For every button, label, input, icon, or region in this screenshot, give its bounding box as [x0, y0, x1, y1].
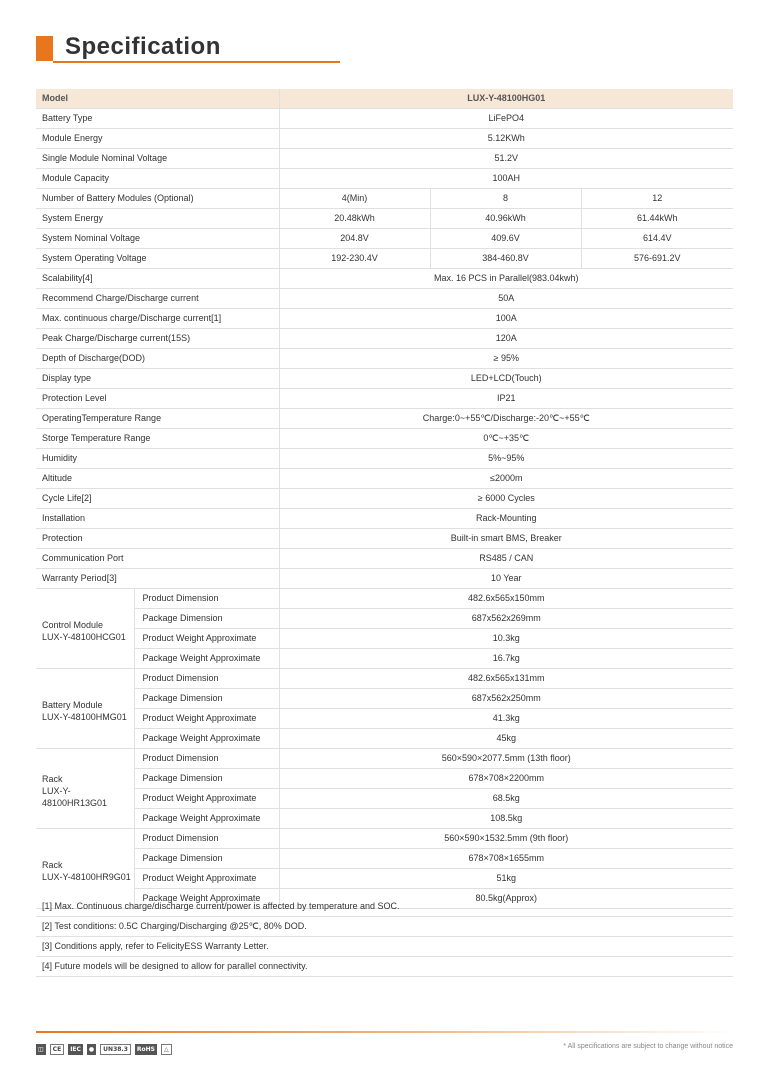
group-row — [36, 669, 733, 689]
group-row — [36, 749, 733, 769]
group-attr-value: 687x562x250mm — [279, 689, 733, 709]
spec-value: Rack-Mounting — [279, 509, 733, 529]
spec-label: Recommend Charge/Discharge current — [36, 289, 279, 309]
group-model: LUX-Y-48100HR9G01 — [42, 871, 131, 882]
spec-row — [36, 389, 733, 409]
spec-row — [36, 149, 733, 169]
group-model: LUX-Y-48100HCG01 — [42, 631, 126, 642]
group-attr-value: 678×708×1655mm — [279, 849, 733, 869]
page-title: Specification — [65, 33, 221, 60]
group-row — [36, 589, 733, 609]
spec-label: Peak Charge/Discharge current(15S) — [36, 329, 279, 349]
spec-row — [36, 369, 733, 389]
group-attr-value: 560×590×1532.5mm (9th floor) — [279, 829, 733, 849]
spec-value: 120A — [279, 329, 733, 349]
group-row — [36, 649, 733, 669]
group-row — [36, 689, 733, 709]
group-row — [36, 829, 733, 849]
spec-label: Display type — [36, 369, 279, 389]
spec-label: Module Capacity — [36, 169, 279, 189]
footnote: [2] Test conditions: 0.5C Charging/Discharging @25℃, 80% DOD. — [36, 917, 733, 937]
group-row — [36, 609, 733, 629]
spec-value: Max. 16 PCS in Parallel(983.04kwh) — [279, 269, 733, 289]
spec-value: 100AH — [279, 169, 733, 189]
un383-logo-icon: UN38.3 — [100, 1044, 131, 1055]
page-header — [36, 32, 340, 64]
group-cell — [36, 589, 134, 669]
spec-label: System Operating Voltage — [36, 249, 279, 269]
spec-label: Humidity — [36, 449, 279, 469]
spec-row — [36, 429, 733, 449]
group-attr-value: 560×590×2077.5mm (13th floor) — [279, 749, 733, 769]
spec-row-split — [36, 189, 733, 209]
spec-row — [36, 269, 733, 289]
spec-label: OperatingTemperature Range — [36, 409, 279, 429]
ce-mark-icon: CE — [50, 1044, 65, 1055]
spec-value: ≥ 6000 Cycles — [279, 489, 733, 509]
spec-row — [36, 409, 733, 429]
spec-row — [36, 569, 733, 589]
spec-value: Charge:0~+55℃/Discharge:-20℃~+55℃ — [279, 409, 733, 429]
spec-label: Cycle Life[2] — [36, 489, 279, 509]
group-attr-label: Package Dimension — [134, 769, 279, 789]
group-row — [36, 849, 733, 869]
group-attr-label: Package Dimension — [134, 609, 279, 629]
group-attr-value: 68.5kg — [279, 789, 733, 809]
model-row — [36, 89, 733, 109]
spec-value: 409.6V — [430, 229, 581, 249]
certification-logos — [36, 1041, 204, 1058]
rohs-logo-icon: RoHS — [136, 1046, 155, 1053]
group-attr-value: 482.6x565x150mm — [279, 589, 733, 609]
spec-row — [36, 349, 733, 369]
spec-label: Protection — [36, 529, 279, 549]
spec-row — [36, 109, 733, 129]
group-attr-value: 45kg — [279, 729, 733, 749]
spec-row — [36, 309, 733, 329]
spec-row — [36, 129, 733, 149]
spec-row — [36, 509, 733, 529]
spec-label: System Nominal Voltage — [36, 229, 279, 249]
spec-row — [36, 489, 733, 509]
group-cell — [36, 669, 134, 749]
footnotes — [36, 897, 733, 977]
group-attr-label: Package Dimension — [134, 689, 279, 709]
group-name: Rack — [42, 773, 63, 784]
spec-label: Communication Port — [36, 549, 279, 569]
group-attr-value: 80.5kg(Approx) — [279, 889, 733, 909]
spec-value: 0℃~+35℃ — [279, 429, 733, 449]
spec-row — [36, 549, 733, 569]
group-attr-value: 108.5kg — [279, 809, 733, 829]
group-attr-label: Product Dimension — [134, 829, 279, 849]
spec-value: 204.8V — [279, 229, 430, 249]
spec-row — [36, 529, 733, 549]
spec-row — [36, 329, 733, 349]
spec-label: Protection Level — [36, 389, 279, 409]
spec-row-split — [36, 249, 733, 269]
disclaimer: * All specifications are subject to change without notice — [563, 1043, 733, 1050]
group-attr-label: Package Weight Approximate — [134, 809, 279, 829]
group-attr-label: Product Dimension — [134, 669, 279, 689]
spec-value: 384-460.8V — [430, 249, 581, 269]
spec-label: Storge Temperature Range — [36, 429, 279, 449]
spec-label: Module Energy — [36, 129, 279, 149]
group-cell — [36, 749, 134, 829]
group-row — [36, 809, 733, 829]
group-model: LUX-Y-48100HR13G01 — [42, 785, 108, 808]
spec-table — [36, 89, 733, 909]
footer-divider — [36, 1031, 733, 1033]
group-name: Rack — [42, 859, 63, 870]
group-attr-value: 16.7kg — [279, 649, 733, 669]
spec-value: Built-in smart BMS, Breaker — [279, 529, 733, 549]
group-attr-value: 51kg — [279, 869, 733, 889]
group-row — [36, 769, 733, 789]
group-attr-value: 482.6x565x131mm — [279, 669, 733, 689]
spec-value: 192-230.4V — [279, 249, 430, 269]
group-attr-label: Product Weight Approximate — [134, 629, 279, 649]
group-attr-label: Product Dimension — [134, 589, 279, 609]
group-name: Battery Module — [42, 699, 103, 710]
spec-row — [36, 289, 733, 309]
group-row — [36, 629, 733, 649]
group-model: LUX-Y-48100HMG01 — [42, 711, 127, 722]
spec-label: Scalability[4] — [36, 269, 279, 289]
spec-row-split — [36, 229, 733, 249]
spec-value: 4(Min) — [279, 189, 430, 209]
spec-label: System Energy — [36, 209, 279, 229]
group-row — [36, 709, 733, 729]
recycle-logo-icon: △ — [161, 1044, 172, 1055]
accent-square — [36, 36, 53, 61]
spec-label: Altitude — [36, 469, 279, 489]
group-attr-label: Package Weight Approximate — [134, 649, 279, 669]
spec-value: 614.4V — [581, 229, 733, 249]
spec-value: 5%~95% — [279, 449, 733, 469]
group-attr-label: Package Dimension — [134, 849, 279, 869]
title-underline — [53, 61, 340, 63]
spec-value: 576-691.2V — [581, 249, 733, 269]
spec-row — [36, 169, 733, 189]
group-name: Control Module — [42, 619, 104, 630]
spec-value: 40.96kWh — [430, 209, 581, 229]
battery-logo-icon: ◫ — [38, 1046, 44, 1053]
group-attr-label: Product Dimension — [134, 749, 279, 769]
spec-value: 50A — [279, 289, 733, 309]
spec-label: Depth of Discharge(DOD) — [36, 349, 279, 369]
model-label: Model — [36, 89, 279, 109]
spec-label: Single Module Nominal Voltage — [36, 149, 279, 169]
spec-value: LiFePO4 — [279, 109, 733, 129]
group-attr-value: 687x562x269mm — [279, 609, 733, 629]
group-attr-label: Product Weight Approximate — [134, 789, 279, 809]
globe-logo-icon: ● — [88, 1046, 95, 1053]
footnote: [4] Future models will be designed to allow for parallel connectivity. — [36, 957, 733, 977]
spec-value: ≤2000m — [279, 469, 733, 489]
spec-value: 8 — [430, 189, 581, 209]
group-attr-label: Package Weight Approximate — [134, 889, 279, 909]
spec-value: RS485 / CAN — [279, 549, 733, 569]
spec-value: 100A — [279, 309, 733, 329]
spec-value: 51.2V — [279, 149, 733, 169]
group-row — [36, 729, 733, 749]
group-row — [36, 869, 733, 889]
group-attr-value: 10.3kg — [279, 629, 733, 649]
spec-value: 20.48kWh — [279, 209, 430, 229]
group-attr-value: 678×708×2200mm — [279, 769, 733, 789]
footnote: [1] Max. Continuous charge/discharge current/power is affected by temperature and SOC. — [36, 897, 733, 917]
spec-label: Warranty Period[3] — [36, 569, 279, 589]
spec-value: 12 — [581, 189, 733, 209]
footnote: [3] Conditions apply, refer to FelicityESS Warranty Letter. — [36, 937, 733, 957]
spec-value: 10 Year — [279, 569, 733, 589]
group-attr-label: Product Weight Approximate — [134, 869, 279, 889]
spec-value: 61.44kWh — [581, 209, 733, 229]
spec-table-body — [36, 89, 733, 909]
group-attr-label: Package Weight Approximate — [134, 729, 279, 749]
group-row — [36, 789, 733, 809]
spec-row — [36, 469, 733, 489]
spec-row — [36, 449, 733, 469]
spec-row-split — [36, 209, 733, 229]
iec-logo-icon: IEC — [70, 1046, 81, 1053]
spec-value: IP21 — [279, 389, 733, 409]
spec-label: Max. continuous charge/Discharge current[1] — [36, 309, 279, 329]
spec-value: ≥ 95% — [279, 349, 733, 369]
spec-label: Battery Type — [36, 109, 279, 129]
model-value: LUX-Y-48100HG01 — [279, 89, 733, 109]
spec-value: 5.12KWh — [279, 129, 733, 149]
group-attr-value: 41.3kg — [279, 709, 733, 729]
spec-value: LED+LCD(Touch) — [279, 369, 733, 389]
group-attr-label: Product Weight Approximate — [134, 709, 279, 729]
spec-label: Installation — [36, 509, 279, 529]
spec-label: Number of Battery Modules (Optional) — [36, 189, 279, 209]
